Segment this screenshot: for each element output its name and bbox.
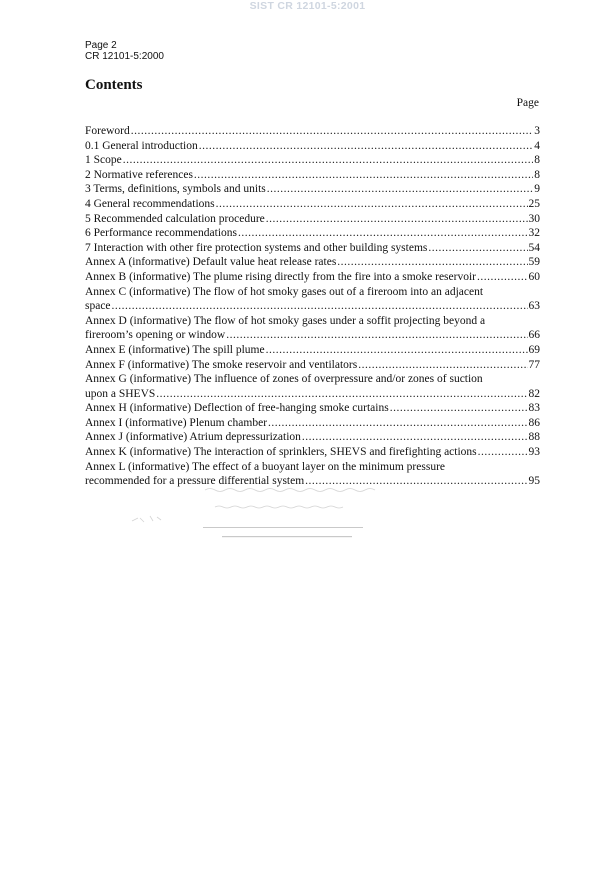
toc-entry[interactable] xyxy=(85,255,540,270)
toc-entry-title: Annex B (informative) The plume rising directly from the fire into a smoke reservoir xyxy=(85,270,476,283)
toc-leader-dots xyxy=(131,124,534,139)
toc-entry-page: 93 xyxy=(528,446,540,459)
toc-entry-title: 0.1 General introduction xyxy=(85,139,198,152)
toc-entry-page: 25 xyxy=(528,197,540,210)
toc-leader-dots xyxy=(194,168,533,183)
document-watermark: SIST CR 12101-5:2001 xyxy=(249,0,366,12)
toc-entry[interactable] xyxy=(85,314,540,343)
toc-entry-page: 3 xyxy=(534,125,540,137)
page-number-label: Page 2 xyxy=(85,40,117,51)
toc-entry-page: 88 xyxy=(528,431,540,444)
toc-entry[interactable] xyxy=(85,343,540,358)
table-of-contents xyxy=(85,124,540,489)
toc-entry-title: 7 Interaction with other fire protection systems and other building systems xyxy=(85,241,428,254)
toc-entry[interactable] xyxy=(85,270,540,285)
toc-leader-dots xyxy=(390,401,528,416)
toc-entry-page: 95 xyxy=(528,475,540,488)
toc-leader-dots xyxy=(358,358,527,373)
toc-leader-dots xyxy=(226,328,527,343)
toc-entry-page: 59 xyxy=(528,256,540,269)
toc-entry-title: 1 Scope xyxy=(85,154,122,167)
toc-leader-dots xyxy=(337,255,527,270)
toc-entry-title: 3 Terms, definitions, symbols and units xyxy=(85,183,266,196)
toc-leader-dots xyxy=(478,445,528,460)
toc-entry[interactable] xyxy=(85,153,540,168)
page-title: Contents xyxy=(85,77,143,93)
toc-entry[interactable] xyxy=(85,445,540,460)
toc-entry-title: 2 Normative references xyxy=(85,168,193,181)
toc-entry[interactable] xyxy=(85,241,540,256)
toc-entry-page: 4 xyxy=(534,139,540,152)
toc-entry-page: 86 xyxy=(528,416,540,429)
toc-entry-page: 30 xyxy=(528,212,540,225)
toc-entry[interactable] xyxy=(85,182,540,197)
toc-entry[interactable] xyxy=(85,226,540,241)
toc-entry-title: 4 General recommendations xyxy=(85,197,215,210)
toc-entry-title: Foreword xyxy=(85,125,130,137)
toc-leader-dots xyxy=(112,299,528,314)
toc-entry[interactable] xyxy=(85,285,540,314)
toc-leader-dots xyxy=(156,387,527,402)
toc-entry[interactable] xyxy=(85,139,540,154)
toc-entry-page: 8 xyxy=(534,168,540,181)
toc-entry-title: Annex F (informative) The smoke reservoir and ventilators xyxy=(85,358,358,371)
toc-entry-title: fireroom’s opening or window xyxy=(85,329,226,342)
toc-entry-page: 63 xyxy=(528,300,540,313)
page-column-heading: Page xyxy=(516,97,539,109)
toc-leader-dots xyxy=(305,474,527,489)
toc-entry-title: Annex J (informative) Atrium depressurization xyxy=(85,431,301,444)
toc-entry-page: 60 xyxy=(528,270,540,283)
toc-leader-dots xyxy=(267,182,534,197)
toc-entry-page: 82 xyxy=(528,387,540,400)
toc-entry-page: 32 xyxy=(528,227,540,240)
toc-entry-title-line1: Annex G (informative) The influence of zones of overpressure and/or zones of suction xyxy=(85,373,483,386)
toc-entry[interactable] xyxy=(85,212,540,227)
toc-leader-dots xyxy=(428,241,527,256)
toc-entry-page: 54 xyxy=(528,241,540,254)
document-reference: CR 12101-5:2000 xyxy=(85,51,164,62)
toc-leader-dots xyxy=(268,416,527,431)
toc-entry-title: space xyxy=(85,300,111,313)
toc-entry-page: 83 xyxy=(528,402,540,415)
toc-leader-dots xyxy=(216,197,528,212)
toc-entry-title: Annex K (informative) The interaction of sprinklers, SHEVS and firefighting actions xyxy=(85,446,477,459)
toc-leader-dots xyxy=(266,212,528,227)
toc-leader-dots xyxy=(266,343,528,358)
toc-entry-title: Annex I (informative) Plenum chamber xyxy=(85,416,268,429)
toc-entry-title: Annex E (informative) The spill plume xyxy=(85,343,265,356)
toc-entry-page: 77 xyxy=(528,358,540,371)
toc-entry-title-line1: Annex D (informative) The flow of hot smoky gases under a soffit projecting beyond a xyxy=(85,314,486,327)
toc-entry[interactable] xyxy=(85,460,540,489)
toc-entry[interactable] xyxy=(85,358,540,373)
toc-entry-title: Annex H (informative) Deflection of free-hanging smoke curtains xyxy=(85,402,389,415)
toc-entry-page: 69 xyxy=(528,343,540,356)
toc-leader-dots xyxy=(302,430,528,445)
toc-entry-title: 5 Recommended calculation procedure xyxy=(85,212,265,225)
toc-entry[interactable] xyxy=(85,401,540,416)
toc-entry-title: upon a SHEVS xyxy=(85,387,156,400)
toc-entry-page: 66 xyxy=(528,329,540,342)
toc-entry[interactable] xyxy=(85,168,540,183)
toc-entry-title-line1: Annex L (informative) The effect of a buoyant layer on the minimum pressure xyxy=(85,460,446,473)
toc-entry-title: 6 Performance recommendations xyxy=(85,227,237,240)
toc-leader-dots xyxy=(238,226,528,241)
toc-entry[interactable] xyxy=(85,430,540,445)
toc-leader-dots xyxy=(199,139,534,154)
toc-entry[interactable] xyxy=(85,372,540,401)
toc-entry-page: 9 xyxy=(534,183,540,196)
toc-entry-title: Annex A (informative) Default value heat release rates xyxy=(85,256,337,269)
toc-entry-title: recommended for a pressure differential system xyxy=(85,475,305,488)
toc-entry[interactable] xyxy=(85,124,540,139)
toc-leader-dots xyxy=(477,270,528,285)
page-header xyxy=(85,40,164,62)
toc-leader-dots xyxy=(123,153,534,168)
toc-entry[interactable] xyxy=(85,197,540,212)
toc-entry-title-line1: Annex C (informative) The flow of hot smoky gases out of a fireroom into an adjacent xyxy=(85,285,484,298)
toc-entry-page: 8 xyxy=(534,154,540,167)
toc-entry[interactable] xyxy=(85,416,540,431)
